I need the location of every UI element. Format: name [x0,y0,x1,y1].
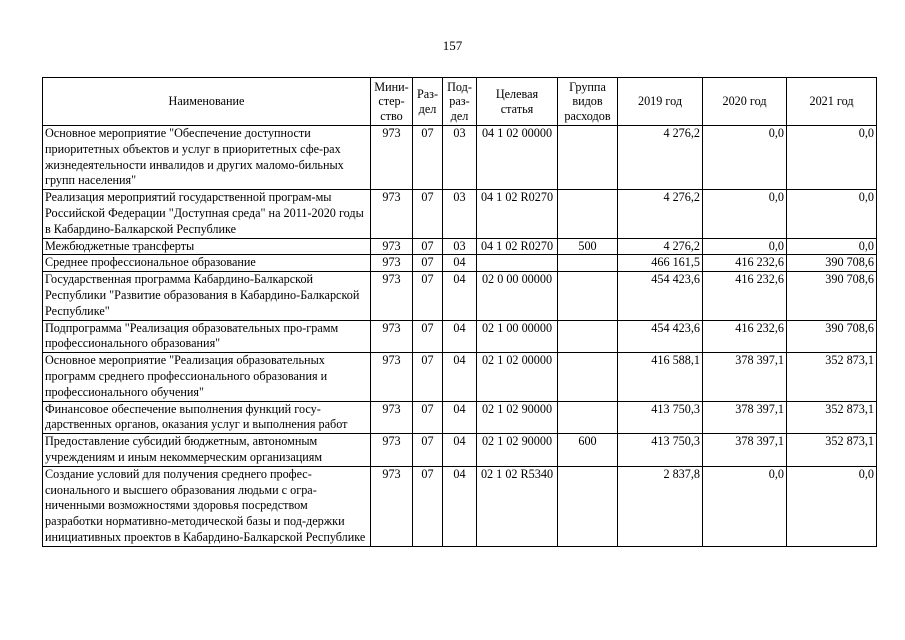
cell-name: Основное мероприятие "Реализация образовательных программ среднего профессионального образования и профессионального обучения" [43,353,371,401]
cell-expense-group: 600 [558,434,618,467]
cell-amount-2019: 466 161,5 [618,255,703,272]
table-row [43,466,877,546]
table-row [43,255,877,272]
table-row [43,401,877,434]
cell-target-article: 02 1 02 00000 [477,353,558,401]
table-row [43,320,877,353]
cell-ministry: 973 [371,190,413,238]
cell-target-article: 02 1 02 R5340 [477,466,558,546]
cell-expense-group [558,190,618,238]
cell-target-article: 04 1 02 R0270 [477,190,558,238]
header-target: Целевая статья [477,78,558,126]
cell-target-article: 02 1 00 00000 [477,320,558,353]
cell-amount-2021: 0,0 [787,238,877,255]
cell-section: 07 [413,466,443,546]
cell-amount-2020: 416 232,6 [703,320,787,353]
cell-amount-2020: 0,0 [703,126,787,190]
cell-section: 07 [413,353,443,401]
cell-target-article: 02 1 02 90000 [477,434,558,467]
cell-subsection: 04 [443,401,477,434]
table-row [43,353,877,401]
header-row [43,78,877,126]
cell-section: 07 [413,272,443,320]
cell-expense-group [558,272,618,320]
cell-name: Основное мероприятие "Обеспечение доступности приоритетных объектов и услуг в приоритетных сфе-рах жизнедеятельности инвалидов и других маломо-бильных групп населения" [43,126,371,190]
cell-name: Среднее профессиональное образование [43,255,371,272]
cell-expense-group [558,353,618,401]
cell-target-article: 02 1 02 90000 [477,401,558,434]
cell-name: Финансовое обеспечение выполнения функций госу-дарственных органов, оказания услуг и выполнения работ [43,401,371,434]
cell-amount-2019: 413 750,3 [618,401,703,434]
cell-subsection: 04 [443,466,477,546]
cell-amount-2019: 454 423,6 [618,320,703,353]
cell-ministry: 973 [371,238,413,255]
cell-name: Создание условий для получения среднего профес-сионального и высшего образования людьми с огра-ниченными возможностями здоровья посредством разработки нормативно-методической базы и под-держки инициативных проектов в Кабардино-Балкарской Республике [43,466,371,546]
cell-ministry: 973 [371,401,413,434]
cell-amount-2020: 378 397,1 [703,353,787,401]
cell-amount-2020: 416 232,6 [703,255,787,272]
cell-subsection: 03 [443,238,477,255]
cell-expense-group [558,126,618,190]
budget-table [42,77,877,547]
table-row [43,238,877,255]
header-name: Наименование [43,78,371,126]
cell-section: 07 [413,238,443,255]
cell-target-article: 04 1 02 R0270 [477,238,558,255]
cell-name: Подпрограмма "Реализация образовательных про-грамм профессионального образования" [43,320,371,353]
header-2021: 2021 год [787,78,877,126]
cell-section: 07 [413,255,443,272]
cell-ministry: 973 [371,126,413,190]
cell-ministry: 973 [371,320,413,353]
cell-ministry: 973 [371,272,413,320]
cell-target-article: 04 1 02 00000 [477,126,558,190]
cell-amount-2021: 390 708,6 [787,272,877,320]
cell-ministry: 973 [371,353,413,401]
header-ministry: Мини- стер- ство [371,78,413,126]
cell-amount-2019: 416 588,1 [618,353,703,401]
cell-amount-2019: 2 837,8 [618,466,703,546]
header-subsection: Под- раз- дел [443,78,477,126]
cell-amount-2020: 0,0 [703,190,787,238]
cell-subsection: 04 [443,434,477,467]
cell-amount-2021: 352 873,1 [787,353,877,401]
table-row [43,272,877,320]
cell-section: 07 [413,190,443,238]
cell-target-article [477,255,558,272]
cell-section: 07 [413,401,443,434]
cell-ministry: 973 [371,434,413,467]
cell-amount-2020: 378 397,1 [703,434,787,467]
cell-amount-2020: 378 397,1 [703,401,787,434]
header-2020: 2020 год [703,78,787,126]
page-number: 157 [442,38,463,53]
cell-amount-2021: 352 873,1 [787,401,877,434]
cell-amount-2021: 0,0 [787,126,877,190]
cell-name: Реализация мероприятий государственной програм-мы Российской Федерации "Доступная среда" на 2011-2020 годы в Кабардино-Балкарской Республике [43,190,371,238]
header-2019: 2019 год [618,78,703,126]
table-row [43,190,877,238]
cell-name: Предоставление субсидий бюджетным, автономным учреждениям и иным некоммерческим организациям [43,434,371,467]
cell-name: Межбюджетные трансферты [43,238,371,255]
cell-subsection: 03 [443,126,477,190]
cell-amount-2020: 0,0 [703,238,787,255]
cell-amount-2019: 4 276,2 [618,190,703,238]
cell-amount-2019: 454 423,6 [618,272,703,320]
cell-amount-2020: 416 232,6 [703,272,787,320]
cell-target-article: 02 0 00 00000 [477,272,558,320]
cell-subsection: 03 [443,190,477,238]
cell-expense-group [558,401,618,434]
cell-subsection: 04 [443,272,477,320]
cell-amount-2021: 352 873,1 [787,434,877,467]
header-section: Раз- дел [413,78,443,126]
cell-expense-group [558,255,618,272]
cell-amount-2021: 0,0 [787,190,877,238]
cell-section: 07 [413,434,443,467]
cell-section: 07 [413,320,443,353]
cell-expense-group [558,466,618,546]
cell-ministry: 973 [371,466,413,546]
cell-section: 07 [413,126,443,190]
table-row [43,126,877,190]
cell-amount-2020: 0,0 [703,466,787,546]
cell-amount-2021: 390 708,6 [787,255,877,272]
cell-amount-2019: 413 750,3 [618,434,703,467]
cell-subsection: 04 [443,353,477,401]
cell-amount-2019: 4 276,2 [618,238,703,255]
cell-amount-2021: 0,0 [787,466,877,546]
cell-amount-2019: 4 276,2 [618,126,703,190]
cell-amount-2021: 390 708,6 [787,320,877,353]
cell-expense-group [558,320,618,353]
cell-subsection: 04 [443,255,477,272]
cell-subsection: 04 [443,320,477,353]
cell-ministry: 973 [371,255,413,272]
header-group: Группа видов расходов [558,78,618,126]
table-row [43,434,877,467]
cell-name: Государственная программа Кабардино-Балкарской Республики "Развитие образования в Кабардино-Балкарской Республике" [43,272,371,320]
cell-expense-group: 500 [558,238,618,255]
